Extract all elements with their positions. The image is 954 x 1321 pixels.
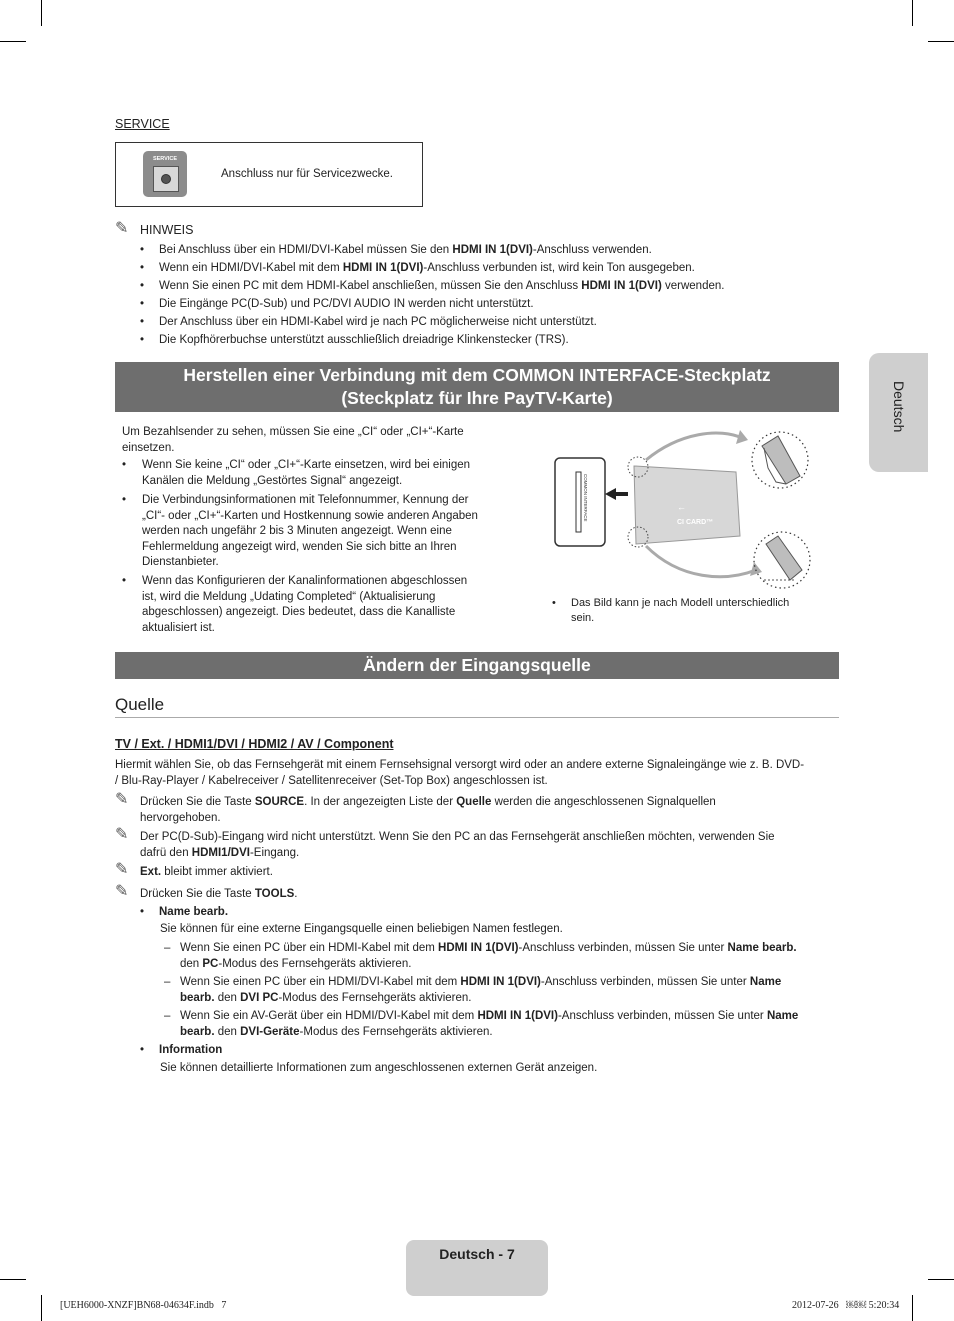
menu-path: TV / Ext. / HDMI1/DVI / HDMI2 / AV / Component bbox=[115, 737, 394, 751]
ci-section-title-line1: Herstellen einer Verbindung mit dem COMMON INTERFACE-Steckplatz bbox=[183, 365, 771, 385]
service-text: Anschluss nur für Servicezwecke. bbox=[221, 168, 393, 180]
language-tab-label: Deutsch bbox=[891, 381, 907, 433]
sub-list-item: – Wenn Sie ein AV-Gerät über ein HDMI/DVI-Kabel mit dem HDMI IN 1(DVI)-Anschluss verbinden, müssen Sie unter Name bearb. den DVI-Geräte-Modus des Fernsehgeräts aktivieren. bbox=[164, 1010, 799, 1038]
ci-card-label: CI CARD™ bbox=[677, 519, 714, 526]
insert-arrow-icon bbox=[605, 488, 628, 500]
list-item: • Die Verbindungsinformationen mit Telefonnummer, Kennung der „CI“- oder „CI+“-Karten und Hostkennung sowie anderen Angaben werden nach ungefähr 2 bis 3 Minuten angezeigt. Wenn eine Fehlermeldung angezeigt wird, wenden Sie sich bitte an Ihren Dienstanbieter. bbox=[122, 494, 478, 568]
note-pencil-icon: ✎ bbox=[115, 883, 129, 900]
note-source: Drücken Sie die Taste SOURCE. In der angezeigten Liste der Quelle werden die angeschlossenen Signalquellen hervorgehoben. bbox=[140, 796, 716, 824]
divider bbox=[115, 717, 839, 718]
hinweis-heading: HINWEIS bbox=[140, 223, 194, 237]
note-pencil-icon: ✎ bbox=[115, 861, 129, 878]
page-number: Deutsch - 7 bbox=[439, 1246, 515, 1262]
sub-list-item: – Wenn Sie einen PC über ein HDMI/DVI-Kabel mit dem HDMI IN 1(DVI)-Anschluss verbinden, müssen Sie unter Name bearb. den DVI PC-Modus des Fernsehgeräts aktivieren. bbox=[164, 976, 782, 1004]
sub-list-item: – Wenn Sie einen PC über ein HDMI-Kabel mit dem HDMI IN 1(DVI)-Anschluss verbinden, müssen Sie unter Name bearb. den PC-Modus des Fernsehgeräts aktivieren. bbox=[164, 942, 797, 970]
service-port-label: SERVICE bbox=[152, 156, 178, 162]
ci-card-illustration bbox=[550, 420, 820, 595]
crop-mark bbox=[912, 0, 913, 26]
note-pencil-icon: ✎ bbox=[115, 826, 129, 843]
ci-card bbox=[634, 466, 740, 544]
info-item-description: Sie können detaillierte Informationen zum angeschlossenen externen Gerät anzeigen. bbox=[160, 1062, 598, 1074]
service-box bbox=[115, 142, 423, 207]
list-item: • Wenn Sie keine „CI“ oder „CI+“-Karte einsetzen, wird bei einigen Kanälen die Meldung „Gestörtes Signal“ angezeigt. bbox=[122, 459, 471, 487]
page-number-tab bbox=[406, 1240, 548, 1296]
note-pc-input: Der PC(D-Sub)-Eingang wird nicht unterstützt. Wenn Sie den PC an das Fernsehgerät anschließen möchten, verwenden Sie dafrü den HDMI1/DVI-Eingang. bbox=[140, 831, 775, 859]
image-note: • Das Bild kann je nach Modell unterschiedlich sein. bbox=[552, 597, 790, 624]
footer-timestamp: 2012-07-26 ￼￼ 5:20:34 bbox=[792, 1300, 900, 1311]
ci-intro: Um Bezahlsender zu sehen, müssen Sie eine „CI“ oder „CI+“-Karte einsetzen. bbox=[122, 426, 464, 454]
crop-mark bbox=[0, 1279, 26, 1280]
ci-slot-label: COMMON INTERFACE bbox=[583, 474, 588, 522]
note-pencil-icon: ✎ bbox=[115, 220, 129, 237]
curved-arrow-icon bbox=[646, 546, 756, 577]
crop-mark bbox=[912, 1295, 913, 1321]
language-tab bbox=[869, 353, 928, 472]
note-tools: Drücken Sie die Taste TOOLS. bbox=[140, 888, 298, 900]
crop-mark bbox=[928, 41, 954, 42]
curved-arrow-icon bbox=[646, 433, 742, 460]
note-pencil-icon: ✎ bbox=[115, 791, 129, 808]
service-port-icon bbox=[143, 151, 187, 197]
service-jack-icon bbox=[161, 174, 171, 184]
service-heading: SERVICE bbox=[115, 117, 170, 131]
source-description: Hiermit wählen Sie, ob das Fernsehgerät mit einem Fernsehsignal versorgt wird oder an andere externe Signaleingänge wie z. B. DVD- / Blu-Ray-Player / Kabelreceiver / Satellitenreceiver (Set-Top Box) angeschlossen ist. bbox=[115, 759, 805, 787]
source-section-header: Ändern der Eingangsquelle bbox=[115, 652, 839, 679]
ci-slot bbox=[576, 472, 581, 532]
crop-mark bbox=[41, 1295, 42, 1321]
crop-mark bbox=[0, 41, 26, 42]
crop-mark bbox=[41, 0, 42, 26]
ci-section-header bbox=[115, 362, 839, 412]
footer-file-info: [UEH6000-XNZF]BN68-04634F.indb 7 bbox=[60, 1300, 227, 1311]
ci-section-title-line2: (Steckplatz für Ihre PayTV-Karte) bbox=[341, 388, 613, 408]
list-item: • Wenn das Konfigurieren der Kanalinformationen abgeschlossen ist, wird die Meldung „Udating Completed“ (Aktualisierung abgeschlossen) angezeigt. Dies bedeutet, dass die Kanalliste aktualisiert ist. bbox=[122, 575, 468, 634]
card-direction-icon: ← bbox=[677, 502, 686, 512]
crop-mark bbox=[928, 1279, 954, 1280]
subsection-title: Quelle bbox=[115, 695, 165, 714]
note-ext: Ext. bleibt immer aktiviert. bbox=[140, 866, 273, 878]
name-item-description: Sie können für eine externe Eingangsquelle einen beliebigen Namen festlegen. bbox=[160, 923, 563, 935]
